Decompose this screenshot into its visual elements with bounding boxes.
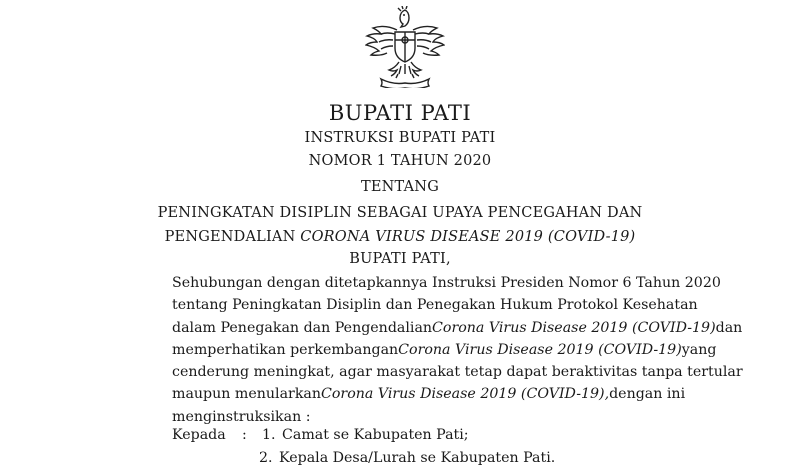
recipient-number: 1. (262, 427, 276, 443)
instruction-title: INSTRUKSI BUPATI PATI (304, 130, 496, 146)
recipients-label: Kepada (172, 427, 226, 443)
subject-line-2 (0, 229, 800, 245)
paragraph-text: cenderung meningkat, agar masyarakat tetap dapat beraktivitas tanpa tertular (172, 364, 743, 381)
paragraph-italic: Corona Virus Disease 2019 (COVID-19) (432, 319, 716, 336)
paragraph-text: dengan ini (609, 386, 686, 403)
recipient-row-1 (172, 427, 469, 443)
paragraph-text: maupun menularkan (172, 386, 322, 403)
paragraph-text: yang (681, 341, 717, 358)
subject-line-2-italic: CORONA VIRUS DISEASE 2019 (COVID-19) (300, 229, 636, 245)
paragraph-line (172, 317, 743, 339)
subject-line-2-prefix: PENGENDALIAN (164, 229, 296, 245)
paragraph-line (172, 272, 721, 294)
preamble-paragraph (172, 272, 743, 428)
recipient-text: Camat se Kabupaten Pati; (282, 427, 469, 443)
issuer-heading: BUPATI PATI, (349, 251, 451, 267)
garuda-emblem-icon (365, 6, 445, 88)
paragraph-line (172, 294, 698, 316)
paragraph-italic: Corona Virus Disease 2019 (COVID-19), (321, 386, 610, 403)
subject-line-1: PENINGKATAN DISIPLIN SEBAGAI UPAYA PENCEGAHAN DAN (157, 205, 643, 221)
recipient-text: Kepala Desa/Lurah se Kabupaten Pati. (279, 450, 556, 466)
about-heading: TENTANG (361, 179, 439, 195)
recipient-number: 2. (259, 450, 273, 466)
paragraph-text: menginstruksikan : (172, 408, 311, 425)
paragraph-line (172, 406, 636, 428)
paragraph-line (172, 383, 686, 405)
paragraph-italic: Corona Virus Disease 2019 (COVID-19) (398, 341, 682, 358)
paragraph-line (172, 339, 717, 361)
paragraph-line (172, 361, 743, 383)
paragraph-text: tentang Peningkatan Disiplin dan Penegakan Hukum Protokol Kesehatan (172, 297, 698, 314)
recipient-row-2 (259, 450, 555, 466)
paragraph-text: dalam Penegakan dan Pengendalian (172, 319, 433, 336)
paragraph-text: memperhatikan perkembangan (172, 341, 399, 358)
paragraph-text: Sehubungan dengan ditetapkannya Instruksi Presiden Nomor 6 Tahun 2020 (172, 275, 721, 291)
instruction-number: NOMOR 1 TAHUN 2020 (308, 153, 492, 169)
document-title: BUPATI PATI (328, 101, 472, 125)
paragraph-text: dan (715, 319, 743, 336)
recipients-colon: : (242, 427, 247, 443)
